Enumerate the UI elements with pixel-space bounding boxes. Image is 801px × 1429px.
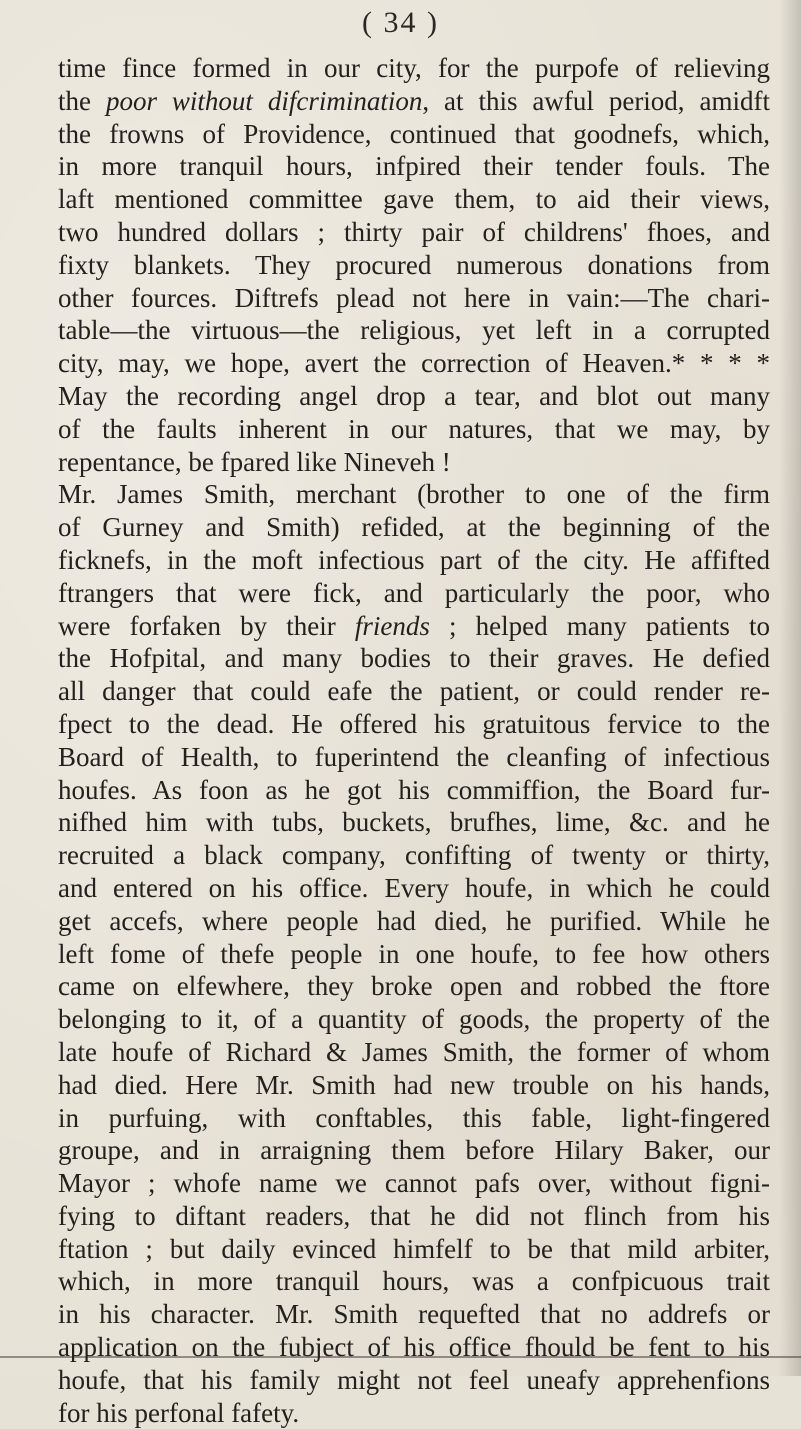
text-line	[58, 314, 770, 347]
text-line	[58, 839, 770, 872]
text-line	[58, 1167, 770, 1200]
text-line	[58, 1265, 770, 1298]
text-line	[58, 1134, 770, 1167]
page-number-header: ( 34 )	[362, 6, 439, 39]
text-segment: fixty blankets. They procured numerous donations from	[58, 249, 770, 280]
text-segment: recruited a black company, confifting of twenty or thirty,	[58, 840, 770, 871]
text-segment: fying to diftant readers, that he did not flinch from his	[58, 1200, 770, 1231]
text-segment: houfe, that his family might not feel uneafy apprehenfions	[58, 1364, 770, 1395]
text-line	[58, 282, 770, 315]
text-line	[58, 1003, 770, 1036]
text-segment: which, in more tranquil hours, was a confpicuous trait	[58, 1266, 770, 1297]
text-line	[58, 118, 770, 151]
text-segment: table—the virtuous—the religious, yet left in a corrupted	[58, 315, 770, 346]
text-line	[58, 216, 770, 249]
text-line	[58, 249, 770, 282]
text-line	[58, 1331, 770, 1364]
text-line	[58, 183, 770, 216]
text-line	[58, 446, 770, 479]
text-segment: all danger that could eafe the patient, or could render re-	[58, 676, 770, 707]
text-segment: Board of Health, to fuperintend the cleanfing of infectious	[58, 741, 770, 772]
text-segment: other fources. Diftrefs plead not here in vain:—The chari-	[58, 282, 770, 313]
text-line	[58, 970, 770, 1003]
text-line	[58, 806, 770, 839]
text-line	[58, 675, 770, 708]
text-segment: late houfe of Richard & James Smith, the former of whom	[58, 1036, 770, 1067]
text-line	[58, 1069, 770, 1102]
text-line	[58, 577, 770, 610]
text-line	[58, 872, 770, 905]
bottom-edge-rule	[0, 1356, 801, 1358]
text-segment: time fince formed in our city, for the purpofe of relieving	[58, 53, 770, 83]
text-line	[58, 905, 770, 938]
text-line	[58, 774, 770, 807]
text-segment: fpect to the dead. He offered his gratuitous fervice to the	[58, 708, 770, 739]
text-segment: ficknefs, in the moft infectious part of the city. He affifted	[58, 544, 770, 575]
text-segment: in purfuing, with conftables, this fable, light-fingered	[58, 1102, 770, 1133]
text-line	[58, 544, 770, 577]
text-segment: groupe, and in arraigning them before Hilary Baker, our	[58, 1135, 770, 1166]
text-line	[58, 85, 770, 118]
text-segment: for his perfonal fafety.	[58, 1397, 300, 1428]
text-line	[58, 1200, 770, 1233]
text-line	[58, 478, 770, 511]
text-segment: houfes. As foon as he got his commiffion, the Board fur-	[58, 774, 770, 805]
text-segment: ; helped many patients to	[429, 610, 771, 641]
text-line	[58, 741, 770, 774]
text-line	[58, 642, 770, 675]
text-segment: of Gurney and Smith) refided, at the beginning of the	[58, 512, 770, 543]
text-line	[58, 52, 770, 85]
text-segment: and entered on his office. Every houfe, in which he could	[58, 872, 770, 903]
text-line	[58, 380, 770, 413]
text-line	[58, 1233, 770, 1266]
text-segment: application on the fubject of his office fhould be fent to his	[58, 1332, 770, 1363]
text-line	[58, 708, 770, 741]
text-segment: ftrangers that were fick, and particularly the poor, who	[58, 577, 770, 608]
text-line	[58, 1364, 770, 1397]
text-segment: were forfaken by their	[58, 610, 355, 641]
text-segment: had died. Here Mr. Smith had new trouble on his hands,	[58, 1069, 770, 1100]
text-line	[58, 413, 770, 446]
text-segment: laft mentioned committee gave them, to aid their views,	[58, 184, 770, 215]
text-line	[58, 1102, 770, 1135]
italic-text-segment: friends	[354, 610, 430, 641]
text-segment: the	[58, 85, 106, 116]
text-segment: repentance, be fpared like Nineveh !	[58, 446, 451, 477]
text-segment: of the faults inherent in our natures, that we may, by	[58, 413, 770, 444]
text-segment: two hundred dollars ; thirty pair of childrens' fhoes, and	[58, 216, 770, 247]
text-line	[58, 938, 770, 971]
text-line	[58, 511, 770, 544]
text-segment: May the recording angel drop a tear, and blot out many	[58, 380, 770, 411]
text-segment: belonging to it, of a quantity of goods, the property of the	[58, 1004, 770, 1035]
text-segment: the frowns of Providence, continued that goodnefs, which,	[58, 118, 770, 149]
text-segment: the Hofpital, and many bodies to their graves. He defied	[58, 643, 770, 674]
page-edge-shadow	[779, 0, 801, 1376]
text-segment: , at this awful period, amidft	[422, 85, 770, 116]
text-line	[58, 1036, 770, 1069]
body-text	[58, 52, 770, 1429]
text-line	[58, 610, 770, 643]
text-segment: in more tranquil hours, infpired their tender fouls. The	[58, 151, 770, 182]
text-segment: ftation ; but daily evinced himfelf to be that mild arbiter,	[58, 1233, 770, 1264]
text-line	[58, 1397, 770, 1429]
text-segment: city, may, we hope, avert the correction of Heaven.* * * *	[58, 348, 770, 379]
text-segment: came on elfewhere, they broke open and robbed the ftore	[58, 971, 770, 1002]
text-segment: left fome of thefe people in one houfe, to fee how others	[58, 938, 770, 969]
text-segment: Mr. James Smith, merchant (brother to one of the firm	[58, 479, 770, 510]
text-segment: in his character. Mr. Smith requefted that no addrefs or	[58, 1299, 770, 1330]
text-segment: Mayor ; whofe name we cannot pafs over, without figni-	[58, 1168, 770, 1199]
text-segment: nifhed him with tubs, buckets, brufhes, lime, &c. and he	[58, 807, 770, 838]
italic-text-segment: poor without difcrimination	[105, 85, 423, 116]
text-line	[58, 347, 770, 380]
text-segment: get accefs, where people had died, he purified. While he	[58, 905, 770, 936]
text-line	[58, 150, 770, 183]
text-line	[58, 1298, 770, 1331]
